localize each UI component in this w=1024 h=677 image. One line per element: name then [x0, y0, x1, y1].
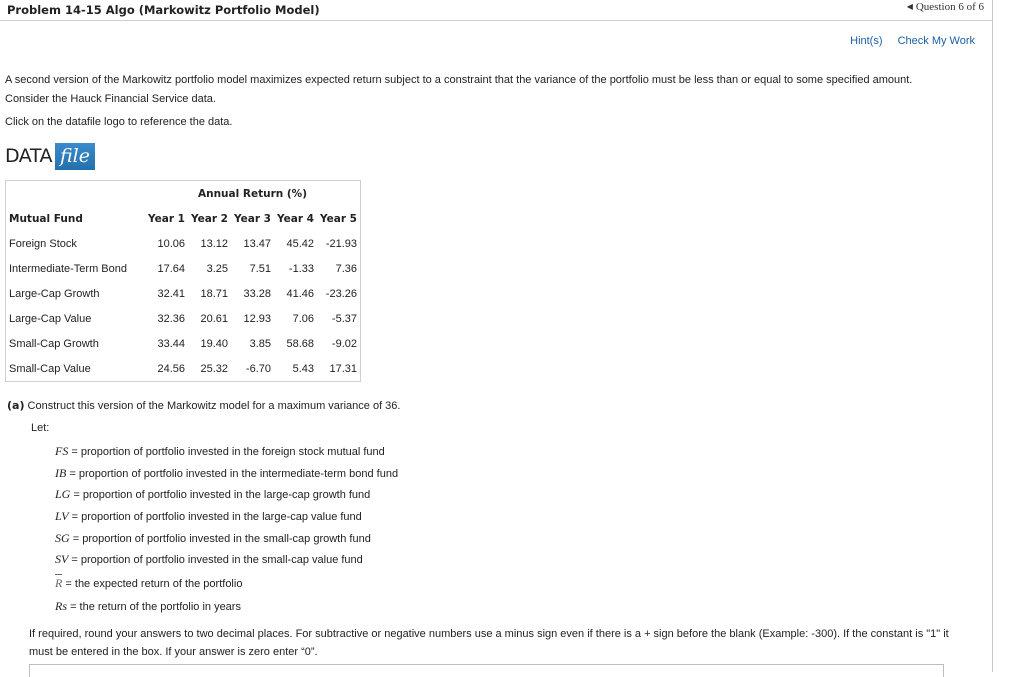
return-cell: 17.64: [157, 262, 185, 275]
return-cell: -23.26: [325, 287, 357, 300]
return-cell: -1.33: [288, 262, 314, 275]
header-bar: [0, 0, 993, 21]
fund-name: Large-Cap Value: [9, 312, 92, 325]
check-my-work-link[interactable]: Check My Work: [897, 35, 975, 47]
return-cell: 12.93: [243, 312, 271, 325]
return-cell: -21.93: [325, 237, 357, 250]
definition-text: = proportion of portfolio invested in the large-cap value fund: [71, 511, 362, 524]
return-cell: 7.51: [249, 262, 271, 275]
annual-return-header: Annual Return (%): [197, 187, 308, 200]
return-cell: 32.41: [157, 287, 185, 300]
caret-left-icon[interactable]: ◀: [906, 2, 913, 11]
return-cell: 32.36: [157, 312, 185, 325]
page-title: Problem 14-15 Algo (Markowitz Portfolio Model): [7, 3, 320, 17]
return-cell: -5.37: [331, 312, 357, 325]
variable-symbol: IB: [55, 465, 67, 480]
variable-symbol: LG: [55, 487, 71, 502]
hint-link[interactable]: Hint(s): [850, 35, 883, 47]
fund-name: Small-Cap Growth: [9, 337, 99, 350]
return-cell: 25.32: [200, 362, 228, 375]
return-cell: 33.28: [243, 287, 271, 300]
action-links: [838, 35, 975, 47]
definition-item: [55, 551, 398, 573]
rs-symbol: Rs: [55, 599, 67, 614]
definition-item: [55, 465, 398, 487]
return-cell: 41.46: [286, 287, 314, 300]
definition-item: [55, 573, 398, 595]
mutual-fund-header: Mutual Fund: [9, 212, 83, 225]
table-row: [6, 231, 361, 256]
return-cell: 17.31: [329, 362, 357, 375]
table-row: [6, 331, 361, 356]
return-cell: 20.61: [200, 312, 228, 325]
return-cell: 3.85: [249, 337, 271, 350]
variable-symbol: FS: [55, 444, 69, 458]
variable-symbol: LV: [55, 509, 69, 524]
return-cell: 13.47: [243, 237, 271, 250]
return-cell: 33.44: [157, 337, 185, 350]
year-header: Year 1: [148, 212, 185, 225]
return-cell: 10.06: [157, 237, 185, 250]
variable-symbol: SV: [55, 552, 69, 567]
return-cell: 24.56: [157, 362, 185, 375]
definition-text: = the return of the portfolio in years: [70, 601, 241, 614]
table-group-header-row: [6, 181, 361, 207]
definition-text: = the expected return of the portfolio: [65, 578, 243, 591]
variable-definitions: [55, 443, 398, 617]
datafile-logo[interactable]: [5, 142, 95, 170]
return-cell: -9.02: [331, 337, 357, 350]
year-header: Year 2: [191, 212, 228, 225]
return-cell: -6.70: [245, 362, 271, 375]
intro-paragraph: A second version of the Markowitz portfolio model maximizes expected return subject to a constraint that the variance of the portfolio must be less than or equal to some specified amount. Consider the Hauck Financial Service data.: [5, 74, 913, 105]
answer-box[interactable]: [29, 664, 944, 677]
r-bar-symbol: R: [55, 573, 62, 593]
variable-symbol: SG: [55, 530, 70, 545]
year-header: Year 5: [320, 212, 357, 225]
definition-text: = proportion of portfolio invested in the small-cap growth fund: [72, 532, 371, 545]
definition-text: = proportion of portfolio invested in the large-cap growth fund: [73, 489, 371, 502]
rounding-instructions: If required, round your answers to two decimal places. For subtractive or negative numbers use a minus sign even if there is a + sign before the blank (Example: -300). If the constant is "1" it must be entered in the box. If your answer is zero enter “0”.: [29, 628, 949, 658]
return-cell: 3.25: [206, 262, 228, 275]
table-row: [6, 281, 361, 306]
fund-name: Foreign Stock: [9, 237, 77, 250]
fund-name: Small-Cap Value: [9, 362, 91, 375]
table-row: [6, 356, 361, 382]
return-cell: 19.40: [200, 337, 228, 350]
part-a-label: (a): [7, 399, 25, 412]
table-row: [6, 256, 361, 281]
return-cell: 7.06: [292, 312, 314, 325]
part-a-prompt: [7, 399, 400, 412]
definition-text: = proportion of portfolio invested in the small-cap value fund: [71, 554, 363, 567]
table-row: [6, 306, 361, 331]
year-header: Year 4: [277, 212, 314, 225]
return-cell: 45.42: [286, 237, 314, 250]
year-header: Year 3: [234, 212, 271, 225]
part-a-text: Construct this version of the Markowitz model for a maximum variance of 36.: [27, 400, 401, 412]
datafile-word-file: file: [55, 143, 95, 170]
return-cell: 58.68: [286, 337, 314, 350]
question-counter: Question 6 of 6: [915, 1, 984, 13]
return-cell: 7.36: [335, 262, 357, 275]
definition-text: = proportion of portfolio invested in the intermediate-term bond fund: [69, 467, 399, 480]
let-label: Let:: [31, 422, 50, 434]
click-note: Click on the datafile logo to reference the data.: [5, 116, 233, 128]
return-cell: 5.43: [292, 362, 314, 375]
definition-item: [55, 443, 398, 465]
question-navigator[interactable]: [907, 1, 984, 13]
definition-text: = proportion of portfolio invested in the foreign stock mutual fund: [71, 446, 385, 458]
return-cell: 13.12: [200, 237, 228, 250]
fund-name: Intermediate-Term Bond: [9, 262, 127, 275]
definition-item: [55, 486, 398, 508]
table-header-row: [6, 206, 361, 231]
return-cell: 18.71: [200, 287, 228, 300]
definition-item: [55, 508, 398, 530]
definition-item: [55, 595, 398, 617]
returns-table: [5, 180, 361, 382]
datafile-word-data: DATA: [5, 145, 52, 167]
fund-name: Large-Cap Growth: [9, 287, 100, 300]
definition-item: [55, 530, 398, 552]
